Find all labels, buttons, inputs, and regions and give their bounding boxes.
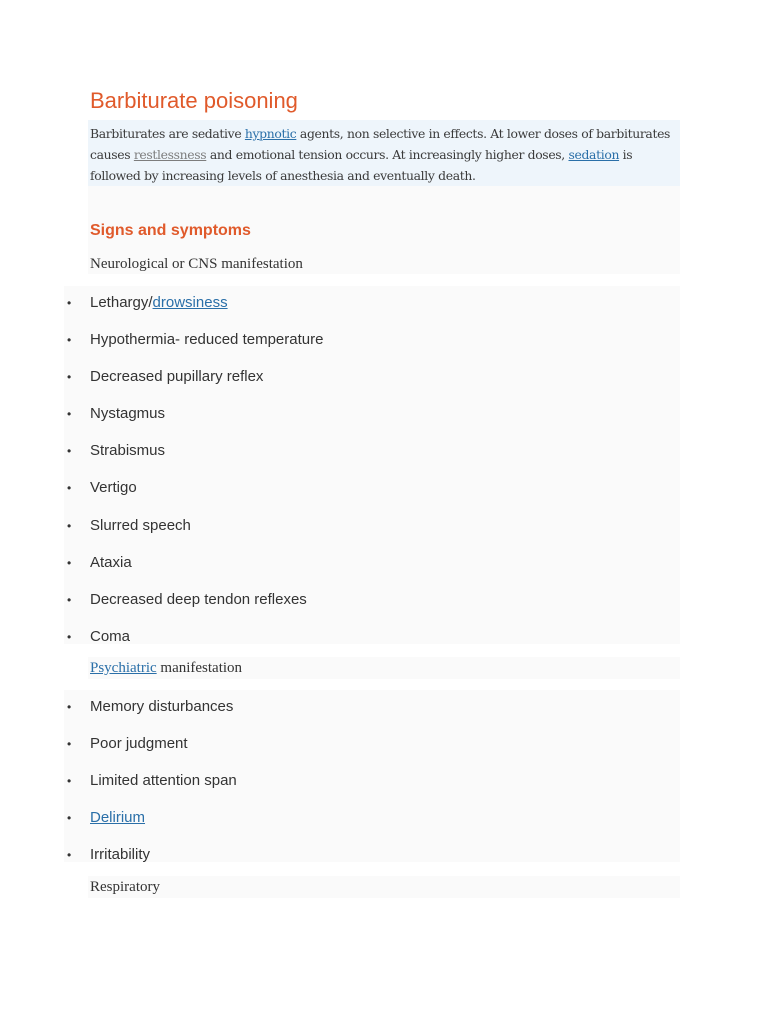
list-item-text: Memory disturbances [90,698,234,715]
list-item-text: Decreased pupillary reflex [90,368,264,386]
list-item-text: Vertigo [90,479,137,497]
drowsiness-link[interactable]: drowsiness [152,294,228,311]
list-item [64,478,680,515]
list-item [64,293,680,330]
respiratory-label-background [88,876,680,898]
bullet-icon: • [67,700,72,714]
bullet-icon: • [67,444,72,459]
list-item-text: Hypothermia- reduced temperature [90,331,324,349]
cns-list [64,293,680,664]
list-item [64,404,680,441]
bullet-icon: • [67,848,72,863]
intro-text-1: Barbiturates are sedative [90,126,245,141]
intro-text-4: is followed by increasing levels of anesthesia and eventually death. [90,147,633,183]
list-item [64,771,680,808]
list-item [64,734,680,771]
bullet-icon: • [67,811,72,826]
list-item-text: Limited attention span [90,772,237,790]
psych-list [64,697,680,882]
respiratory-label: Respiratory [90,879,160,895]
list-item [64,808,680,845]
signs-heading: Signs and symptoms [90,222,251,239]
delirium-link[interactable]: Delirium [90,809,146,827]
bullet-icon: • [67,629,72,644]
list-item [64,697,680,734]
bullet-icon: • [67,296,72,310]
bullet-icon: • [67,518,72,533]
psychiatric-link[interactable]: Psychiatric [90,660,157,676]
list-item [64,553,680,590]
list-item-text: Slurred speech [90,516,191,534]
bullet-icon: • [67,737,72,752]
list-item [64,590,680,627]
bullet-icon: • [67,407,72,422]
list-item-text: Lethargy/ [90,294,153,311]
bullet-icon: • [67,774,72,789]
hypnotic-link[interactable]: hypnotic [244,126,297,141]
sedation-link[interactable]: sedation [568,147,620,162]
bullet-icon: • [67,481,72,496]
bullet-icon: • [67,555,72,570]
list-item-text: Coma [90,627,131,645]
list-item [64,516,680,553]
list-item [64,367,680,404]
list-item-text: Decreased deep tendon reflexes [90,590,307,608]
cns-label: Neurological or CNS manifestation [90,256,303,272]
list-item [64,330,680,367]
intro-text [90,123,678,186]
bullet-icon: • [67,592,72,607]
psych-label [90,660,242,677]
bullet-icon: • [67,333,72,348]
psych-label-text: manifestation [156,660,243,676]
intro-text-2: agents, non selective in effects. At lower doses of barbiturates causes [90,126,671,162]
intro-paragraph [88,120,680,186]
intro-text-3: and emotional tension occurs. At increasingly higher doses, [206,147,569,162]
list-item [64,441,680,478]
page-title: Barbiturate poisoning [90,88,298,113]
list-item-text: Poor judgment [90,735,188,753]
list-item-text: Nystagmus [90,405,166,423]
list-item-text: Strabismus [90,442,166,460]
restlessness-link[interactable]: restlessness [133,147,207,162]
bullet-icon: • [67,370,72,385]
list-item-text: Irritability [90,846,151,864]
list-item-text: Ataxia [90,553,132,571]
